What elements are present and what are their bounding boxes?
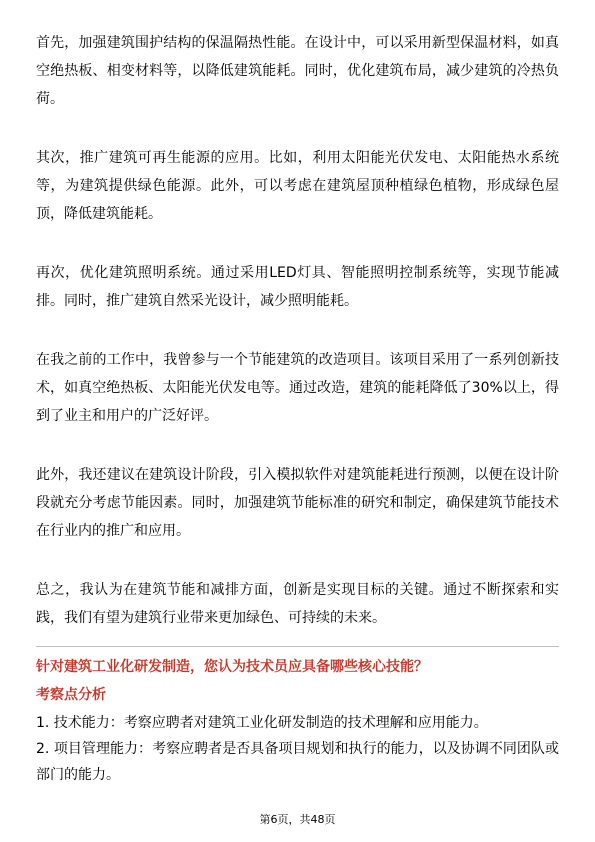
paragraph-project-experience: 在我之前的工作中，我曾参与一个节能建筑的改造项目。该项目采用了一系列创新技术，如真空绝热板、太阳能光伏发电等。通过改造，建筑的能耗降低了30%以上，得到了业主和用户的广泛好评。 bbox=[36, 352, 559, 424]
interview-question: 针对建筑工业化研发制造，您认为技术员应具备哪些核心技能？ bbox=[36, 659, 428, 675]
paragraph-insulation: 首先，加强建筑围护结构的保温隔热性能。在设计中，可以采用新型保温材料，如真空绝热板、相变材料等，以降低建筑能耗。同时，优化建筑布局，减少建筑的冷热负荷。 bbox=[36, 35, 559, 107]
analysis-heading: 考察点分析 bbox=[36, 687, 106, 703]
analysis-point-project-management: 2. 项目管理能力：考察应聘者是否具备项目规划和执行的能力，以及协调不同团队或部门的能力。 bbox=[36, 741, 559, 783]
paragraph-renewable-energy: 其次，推广建筑可再生能源的应用。比如，利用太阳能光伏发电、太阳能热水系统等，为建筑提供绿色能源。此外，可以考虑在建筑屋顶种植绿色植物，形成绿色屋顶，降低建筑能耗。 bbox=[36, 150, 559, 222]
paragraph-conclusion: 总之，我认为在建筑节能和减排方面，创新是实现目标的关键。通过不断探索和实践，我们有望为建筑行业带来更加绿色、可持续的未来。 bbox=[36, 582, 559, 626]
paragraph-lighting: 再次，优化建筑照明系统。通过采用LED灯具、智能照明控制系统等，实现节能减排。同时，推广建筑自然采光设计，减少照明能耗。 bbox=[36, 265, 559, 309]
page-content bbox=[36, 29, 559, 788]
analysis-point-technical: 1. 技术能力：考察应聘者对建筑工业化研发制造的技术理解和应用能力。 bbox=[36, 715, 488, 731]
page-number-footer: 第6页，共48页 bbox=[259, 813, 336, 826]
section-divider bbox=[36, 646, 559, 647]
paragraph-simulation: 此外，我还建议在建筑设计阶段，引入模拟软件对建筑能耗进行预测，以便在设计阶段就充分考虑节能因素。同时，加强建筑节能标准的研究和制定，确保建筑节能技术在行业内的推广和应用。 bbox=[36, 467, 559, 539]
